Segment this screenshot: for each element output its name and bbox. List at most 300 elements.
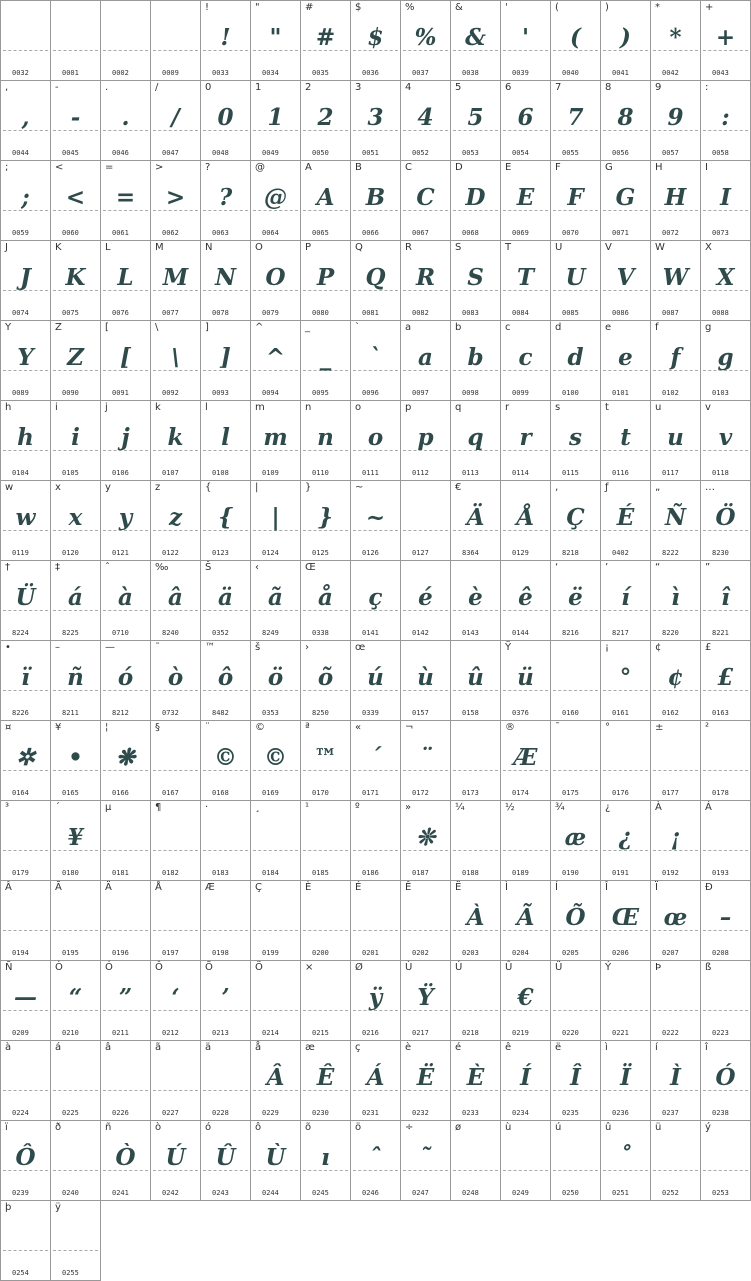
glyph-code: 0157 xyxy=(412,709,429,717)
glyph-sample: 9 xyxy=(667,104,684,131)
baseline-guide xyxy=(303,930,348,931)
glyph-sample: - xyxy=(70,104,81,131)
glyph-sample: ! xyxy=(220,24,231,51)
baseline-guide xyxy=(503,1170,548,1171)
glyph-code: 0171 xyxy=(362,789,379,797)
glyph-sample: ✲ xyxy=(15,744,36,771)
glyph-cell xyxy=(401,401,451,481)
glyph-cell-label: l xyxy=(205,402,208,413)
glyph-code: 0144 xyxy=(512,629,529,637)
glyph-cell xyxy=(301,241,351,321)
glyph-code: 8250 xyxy=(312,709,329,717)
glyph-cell-label: ƒ xyxy=(605,482,609,493)
glyph-sample: ] xyxy=(220,344,231,371)
glyph-cell-label: ô xyxy=(255,1122,262,1133)
glyph-cell xyxy=(701,401,751,481)
glyph-sample: m xyxy=(263,424,288,451)
glyph-code: 0246 xyxy=(362,1189,379,1197)
glyph-cell xyxy=(651,0,701,81)
glyph-cell xyxy=(301,1041,351,1121)
glyph-code: 0169 xyxy=(262,789,279,797)
glyph-cell-label: L xyxy=(105,242,111,253)
glyph-cell-label: å xyxy=(255,1042,262,1053)
glyph-cell-label: @ xyxy=(255,162,265,173)
glyph-sample: T xyxy=(516,264,535,291)
glyph-cell xyxy=(551,1121,601,1201)
glyph-sample: A xyxy=(316,184,335,211)
glyph-cell-label: H xyxy=(655,162,663,173)
glyph-cell xyxy=(0,1121,51,1201)
glyph-cell-label: b xyxy=(455,322,462,333)
glyph-cell xyxy=(101,161,151,241)
glyph-cell xyxy=(101,0,151,81)
glyph-code: 8222 xyxy=(662,549,679,557)
glyph-cell xyxy=(451,241,501,321)
glyph-cell xyxy=(151,321,201,401)
glyph-code: 0115 xyxy=(562,469,579,477)
glyph-cell-label: ‚ xyxy=(555,482,559,493)
glyph-cell xyxy=(451,1121,501,1201)
glyph-cell xyxy=(651,561,701,641)
glyph-code: 0249 xyxy=(512,1189,529,1197)
glyph-sample: õ xyxy=(317,664,334,691)
glyph-code: 0227 xyxy=(162,1109,179,1117)
glyph-code: 0215 xyxy=(312,1029,329,1037)
baseline-guide xyxy=(453,850,498,851)
glyph-code: 0245 xyxy=(312,1189,329,1197)
glyph-sample: X xyxy=(716,264,735,291)
glyph-sample: 3 xyxy=(367,104,384,131)
glyph-cell xyxy=(201,961,251,1041)
glyph-cell xyxy=(301,561,351,641)
glyph-sample: E xyxy=(516,184,535,211)
glyph-cell xyxy=(151,241,201,321)
glyph-cell-label: ³ xyxy=(5,802,10,813)
glyph-code: 0244 xyxy=(262,1189,279,1197)
glyph-cell xyxy=(351,481,401,561)
glyph-cell-label: ¸ xyxy=(255,802,260,813)
glyph-code: 0219 xyxy=(512,1029,529,1037)
glyph-cell xyxy=(151,481,201,561)
glyph-code: 0035 xyxy=(312,69,329,77)
glyph-sample: © xyxy=(214,744,237,771)
glyph-cell xyxy=(501,961,551,1041)
glyph-cell-label: í xyxy=(655,1042,658,1053)
glyph-cell xyxy=(101,1041,151,1121)
glyph-sample: J xyxy=(20,264,31,291)
glyph-code: 0238 xyxy=(712,1109,729,1117)
glyph-cell-label: ‘ xyxy=(555,562,559,573)
glyph-code: 0182 xyxy=(162,869,179,877)
glyph-cell xyxy=(0,801,51,881)
glyph-cell-label: § xyxy=(155,722,160,733)
glyph-cell-label: Þ xyxy=(655,962,662,973)
glyph-cell xyxy=(451,641,501,721)
glyph-cell-label: Ä xyxy=(105,882,112,893)
glyph-sample: À xyxy=(466,904,485,931)
glyph-code: 0158 xyxy=(462,709,479,717)
glyph-sample: d xyxy=(567,344,584,371)
glyph-sample: + xyxy=(715,24,736,51)
glyph-cell-label: T xyxy=(505,242,512,253)
baseline-guide xyxy=(403,930,448,931)
glyph-cell-label: ß xyxy=(705,962,712,973)
baseline-guide xyxy=(453,770,498,771)
glyph-code: 0170 xyxy=(312,789,329,797)
glyph-code: 0165 xyxy=(62,789,79,797)
glyph-code: 8224 xyxy=(12,629,29,637)
glyph-code: 0200 xyxy=(312,949,329,957)
glyph-sample: ˆ xyxy=(369,1144,382,1171)
glyph-cell xyxy=(51,161,101,241)
glyph-cell xyxy=(651,961,701,1041)
glyph-cell xyxy=(501,241,551,321)
glyph-cell xyxy=(351,721,401,801)
glyph-code: 0174 xyxy=(512,789,529,797)
glyph-sample: Ï xyxy=(620,1064,631,1091)
glyph-cell-label: Ç xyxy=(255,882,262,893)
glyph-cell-label: © xyxy=(255,722,265,733)
glyph-cell xyxy=(301,81,351,161)
glyph-cell xyxy=(201,801,251,881)
glyph-cell-label: ý xyxy=(705,1122,711,1133)
glyph-sample: \ xyxy=(171,344,180,371)
glyph-cell-label: ™ xyxy=(205,642,215,653)
glyph-cell xyxy=(401,161,451,241)
glyph-cell xyxy=(101,801,151,881)
glyph-sample: h xyxy=(17,424,34,451)
glyph-sample: È xyxy=(466,1064,485,1091)
glyph-sample: K xyxy=(65,264,86,291)
glyph-sample: ¢ xyxy=(667,664,684,691)
glyph-code: 0107 xyxy=(162,469,179,477)
glyph-cell-label: · xyxy=(205,802,209,813)
glyph-code: 0123 xyxy=(212,549,229,557)
glyph-code: 0094 xyxy=(262,389,279,397)
glyph-code: 0235 xyxy=(562,1109,579,1117)
glyph-sample: ì xyxy=(671,584,680,611)
glyph-cell-label: Ð xyxy=(705,882,713,893)
glyph-cell-label: » xyxy=(405,802,412,813)
glyph-sample: s xyxy=(569,424,582,451)
glyph-code: 0193 xyxy=(712,869,729,877)
glyph-sample: U xyxy=(565,264,586,291)
glyph-code: 0243 xyxy=(212,1189,229,1197)
glyph-code: 0210 xyxy=(62,1029,79,1037)
glyph-code: 0074 xyxy=(12,309,29,317)
glyph-sample: • xyxy=(68,744,83,771)
glyph-cell xyxy=(601,481,651,561)
glyph-cell xyxy=(651,321,701,401)
glyph-code: 0092 xyxy=(162,389,179,397)
glyph-cell xyxy=(501,1041,551,1121)
baseline-guide xyxy=(203,850,248,851)
baseline-guide xyxy=(603,770,648,771)
glyph-cell xyxy=(351,1121,401,1201)
glyph-sample: t xyxy=(620,424,631,451)
glyph-cell-label: ñ xyxy=(105,1122,112,1133)
glyph-sample: ù xyxy=(417,664,434,691)
glyph-code: 0175 xyxy=(562,789,579,797)
glyph-code: 0229 xyxy=(262,1109,279,1117)
glyph-cell-label: ÿ xyxy=(55,1202,61,1213)
glyph-sample: k xyxy=(167,424,184,451)
glyph-cell-label: 6 xyxy=(505,82,512,93)
glyph-sample: Ÿ xyxy=(417,984,434,1011)
glyph-code: 0060 xyxy=(62,229,79,237)
glyph-sample: / xyxy=(171,104,180,131)
glyph-cell-label: J xyxy=(5,242,8,253)
glyph-cell-label: D xyxy=(455,162,463,173)
baseline-guide xyxy=(3,50,48,51)
glyph-cell-label: • xyxy=(5,642,11,653)
glyph-cell-label: ¿ xyxy=(605,802,611,813)
glyph-cell xyxy=(501,561,551,641)
glyph-sample: Ò xyxy=(115,1144,136,1171)
glyph-cell xyxy=(501,881,551,961)
glyph-cell-label: Ú xyxy=(455,962,463,973)
glyph-cell-label: ] xyxy=(205,322,209,333)
glyph-cell-label: - xyxy=(55,82,59,93)
baseline-guide xyxy=(703,770,748,771)
baseline-guide xyxy=(153,50,198,51)
glyph-sample: è xyxy=(468,584,483,611)
glyph-code: 0253 xyxy=(712,1189,729,1197)
baseline-guide xyxy=(553,1010,598,1011)
glyph-cell xyxy=(701,961,751,1041)
glyph-sample: e xyxy=(618,344,633,371)
glyph-cell xyxy=(451,721,501,801)
glyph-code: 8216 xyxy=(562,629,579,637)
glyph-cell-label: c xyxy=(505,322,511,333)
baseline-guide xyxy=(153,930,198,931)
baseline-guide xyxy=(703,1010,748,1011)
glyph-cell-label: : xyxy=(705,82,709,93)
glyph-sample: Ì xyxy=(670,1064,681,1091)
glyph-code: 0251 xyxy=(612,1189,629,1197)
glyph-cell-label: B xyxy=(355,162,362,173)
glyph-cell-label: a xyxy=(405,322,412,333)
glyph-sample: í xyxy=(621,584,630,611)
glyph-code: 0075 xyxy=(62,309,79,317)
glyph-code: 0205 xyxy=(562,949,579,957)
glyph-cell-label: d xyxy=(555,322,562,333)
glyph-cell-label: ¨ xyxy=(205,722,210,733)
glyph-cell-label: 3 xyxy=(355,82,362,93)
glyph-cell-label: P xyxy=(305,242,312,253)
glyph-cell-label: Q xyxy=(355,242,363,253)
glyph-cell-label: ' xyxy=(505,2,508,13)
glyph-cell-label: e xyxy=(605,322,612,333)
glyph-cell-label: ï xyxy=(5,1122,8,1133)
glyph-sample: Œ xyxy=(611,904,640,931)
glyph-code: 0250 xyxy=(562,1189,579,1197)
glyph-code: 0186 xyxy=(362,869,379,877)
glyph-code: 0252 xyxy=(662,1189,679,1197)
glyph-cell-label: Ü xyxy=(555,962,563,973)
glyph-code: 0055 xyxy=(562,149,579,157)
glyph-code: 0121 xyxy=(112,549,129,557)
glyph-sample: ❊ xyxy=(415,824,436,851)
glyph-code: 0122 xyxy=(162,549,179,557)
glyph-cell xyxy=(51,881,101,961)
glyph-cell xyxy=(501,641,551,721)
glyph-code: 0102 xyxy=(662,389,679,397)
glyph-sample: * xyxy=(669,24,682,51)
glyph-cell-label: Ã xyxy=(55,882,62,893)
glyph-sample: O xyxy=(265,264,286,291)
glyph-code: 0163 xyxy=(712,709,729,717)
glyph-cell-label: s xyxy=(555,402,561,413)
glyph-code: 0222 xyxy=(662,1029,679,1037)
glyph-sample: @ xyxy=(264,184,287,211)
baseline-guide xyxy=(653,770,698,771)
glyph-cell xyxy=(451,0,501,81)
glyph-sample: Ù xyxy=(265,1144,286,1171)
glyph-cell xyxy=(551,1041,601,1121)
glyph-cell-label: š xyxy=(255,642,261,653)
glyph-code: 0081 xyxy=(362,309,379,317)
glyph-sample: l xyxy=(221,424,230,451)
glyph-cell xyxy=(301,1121,351,1201)
baseline-guide xyxy=(203,930,248,931)
glyph-code: 8218 xyxy=(562,549,579,557)
glyph-cell-label: Ý xyxy=(605,962,612,973)
glyph-code: 0057 xyxy=(662,149,679,157)
glyph-cell-label: , xyxy=(5,82,9,93)
glyph-code: 0127 xyxy=(412,549,429,557)
glyph-code: 0032 xyxy=(12,69,29,77)
glyph-cell-label: O xyxy=(255,242,263,253)
baseline-guide xyxy=(653,1010,698,1011)
glyph-cell xyxy=(651,721,701,801)
glyph-cell xyxy=(451,401,501,481)
glyph-sample: ó xyxy=(117,664,134,691)
glyph-cell-label: Õ xyxy=(205,962,213,973)
glyph-code: 0070 xyxy=(562,229,579,237)
glyph-cell xyxy=(601,881,651,961)
glyph-code: 0043 xyxy=(712,69,729,77)
glyph-code: 0096 xyxy=(362,389,379,397)
glyph-cell xyxy=(51,1041,101,1121)
glyph-cell xyxy=(301,321,351,401)
glyph-cell-label: à xyxy=(5,1042,12,1053)
glyph-code: 0178 xyxy=(712,789,729,797)
glyph-code: 0188 xyxy=(462,869,479,877)
glyph-code: 0732 xyxy=(162,709,179,717)
glyph-cell xyxy=(651,481,701,561)
glyph-cell xyxy=(51,81,101,161)
baseline-guide xyxy=(53,1170,98,1171)
glyph-cell-label: º xyxy=(355,802,360,813)
glyph-cell-label: … xyxy=(705,482,715,493)
glyph-cell-label: ú xyxy=(555,1122,562,1133)
glyph-cell xyxy=(601,161,651,241)
glyph-sample: É xyxy=(616,504,635,531)
glyph-cell-label: â xyxy=(105,1042,112,1053)
glyph-cell-label: è xyxy=(405,1042,412,1053)
glyph-cell-label: Ê xyxy=(405,882,412,893)
glyph-code: 0086 xyxy=(612,309,629,317)
glyph-cell-label: ø xyxy=(455,1122,462,1133)
glyph-cell xyxy=(201,481,251,561)
glyph-cell xyxy=(551,561,601,641)
glyph-cell xyxy=(601,641,651,721)
glyph-cell-label: 5 xyxy=(455,82,462,93)
glyph-cell-label: | xyxy=(255,482,259,493)
glyph-code: 0207 xyxy=(662,949,679,957)
baseline-guide xyxy=(403,530,448,531)
glyph-cell-label: Ø xyxy=(355,962,363,973)
glyph-sample: ë xyxy=(568,584,583,611)
glyph-code: 0034 xyxy=(262,69,279,77)
glyph-sample: Õ xyxy=(565,904,586,931)
glyph-code: 0109 xyxy=(262,469,279,477)
glyph-cell-label: X xyxy=(705,242,712,253)
glyph-sample: F xyxy=(567,184,584,211)
glyph-cell xyxy=(251,561,301,641)
glyph-cell-label: [ xyxy=(105,322,109,333)
glyph-sample: ` xyxy=(369,344,382,371)
glyph-code: 0091 xyxy=(112,389,129,397)
glyph-code: 0072 xyxy=(662,229,679,237)
glyph-sample: M xyxy=(162,264,189,291)
glyph-sample: a xyxy=(418,344,433,371)
glyph-code: 0046 xyxy=(112,149,129,157)
baseline-guide xyxy=(653,1170,698,1171)
glyph-code: 0085 xyxy=(562,309,579,317)
glyph-code: 0110 xyxy=(312,469,329,477)
glyph-cell xyxy=(101,241,151,321)
glyph-cell xyxy=(51,401,101,481)
glyph-cell xyxy=(601,801,651,881)
glyph-cell-label: ¯ xyxy=(555,722,560,733)
glyph-sample: ü xyxy=(517,664,534,691)
glyph-cell xyxy=(701,881,751,961)
glyph-code: 0116 xyxy=(612,469,629,477)
glyph-cell-label: ð xyxy=(55,1122,62,1133)
glyph-code: 0047 xyxy=(162,149,179,157)
glyph-cell-label: È xyxy=(305,882,312,893)
glyph-cell xyxy=(551,401,601,481)
glyph-cell-label: † xyxy=(5,562,10,573)
glyph-cell xyxy=(401,561,451,641)
glyph-cell xyxy=(501,1121,551,1201)
glyph-code: 8226 xyxy=(12,709,29,717)
glyph-cell xyxy=(51,0,101,81)
glyph-cell-label: Á xyxy=(705,802,712,813)
glyph-cell-label: = xyxy=(105,162,114,173)
glyph-cell xyxy=(451,1041,501,1121)
glyph-sample: ö xyxy=(267,664,284,691)
glyph-cell-label: Ÿ xyxy=(505,642,512,653)
glyph-cell xyxy=(651,401,701,481)
glyph-code: 0233 xyxy=(462,1109,479,1117)
glyph-sample: I xyxy=(720,184,731,211)
glyph-cell xyxy=(301,641,351,721)
glyph-sample: ' xyxy=(521,24,530,51)
glyph-cell xyxy=(501,721,551,801)
glyph-cell xyxy=(51,721,101,801)
glyph-cell-label: ‰ xyxy=(155,562,169,573)
glyph-cell xyxy=(501,401,551,481)
glyph-code: 0103 xyxy=(712,389,729,397)
glyph-cell-label: ² xyxy=(705,722,710,733)
glyph-cell-label: $ xyxy=(355,2,362,13)
glyph-cell xyxy=(601,401,651,481)
glyph-cell xyxy=(401,1121,451,1201)
glyph-sample: Ê xyxy=(316,1064,335,1091)
